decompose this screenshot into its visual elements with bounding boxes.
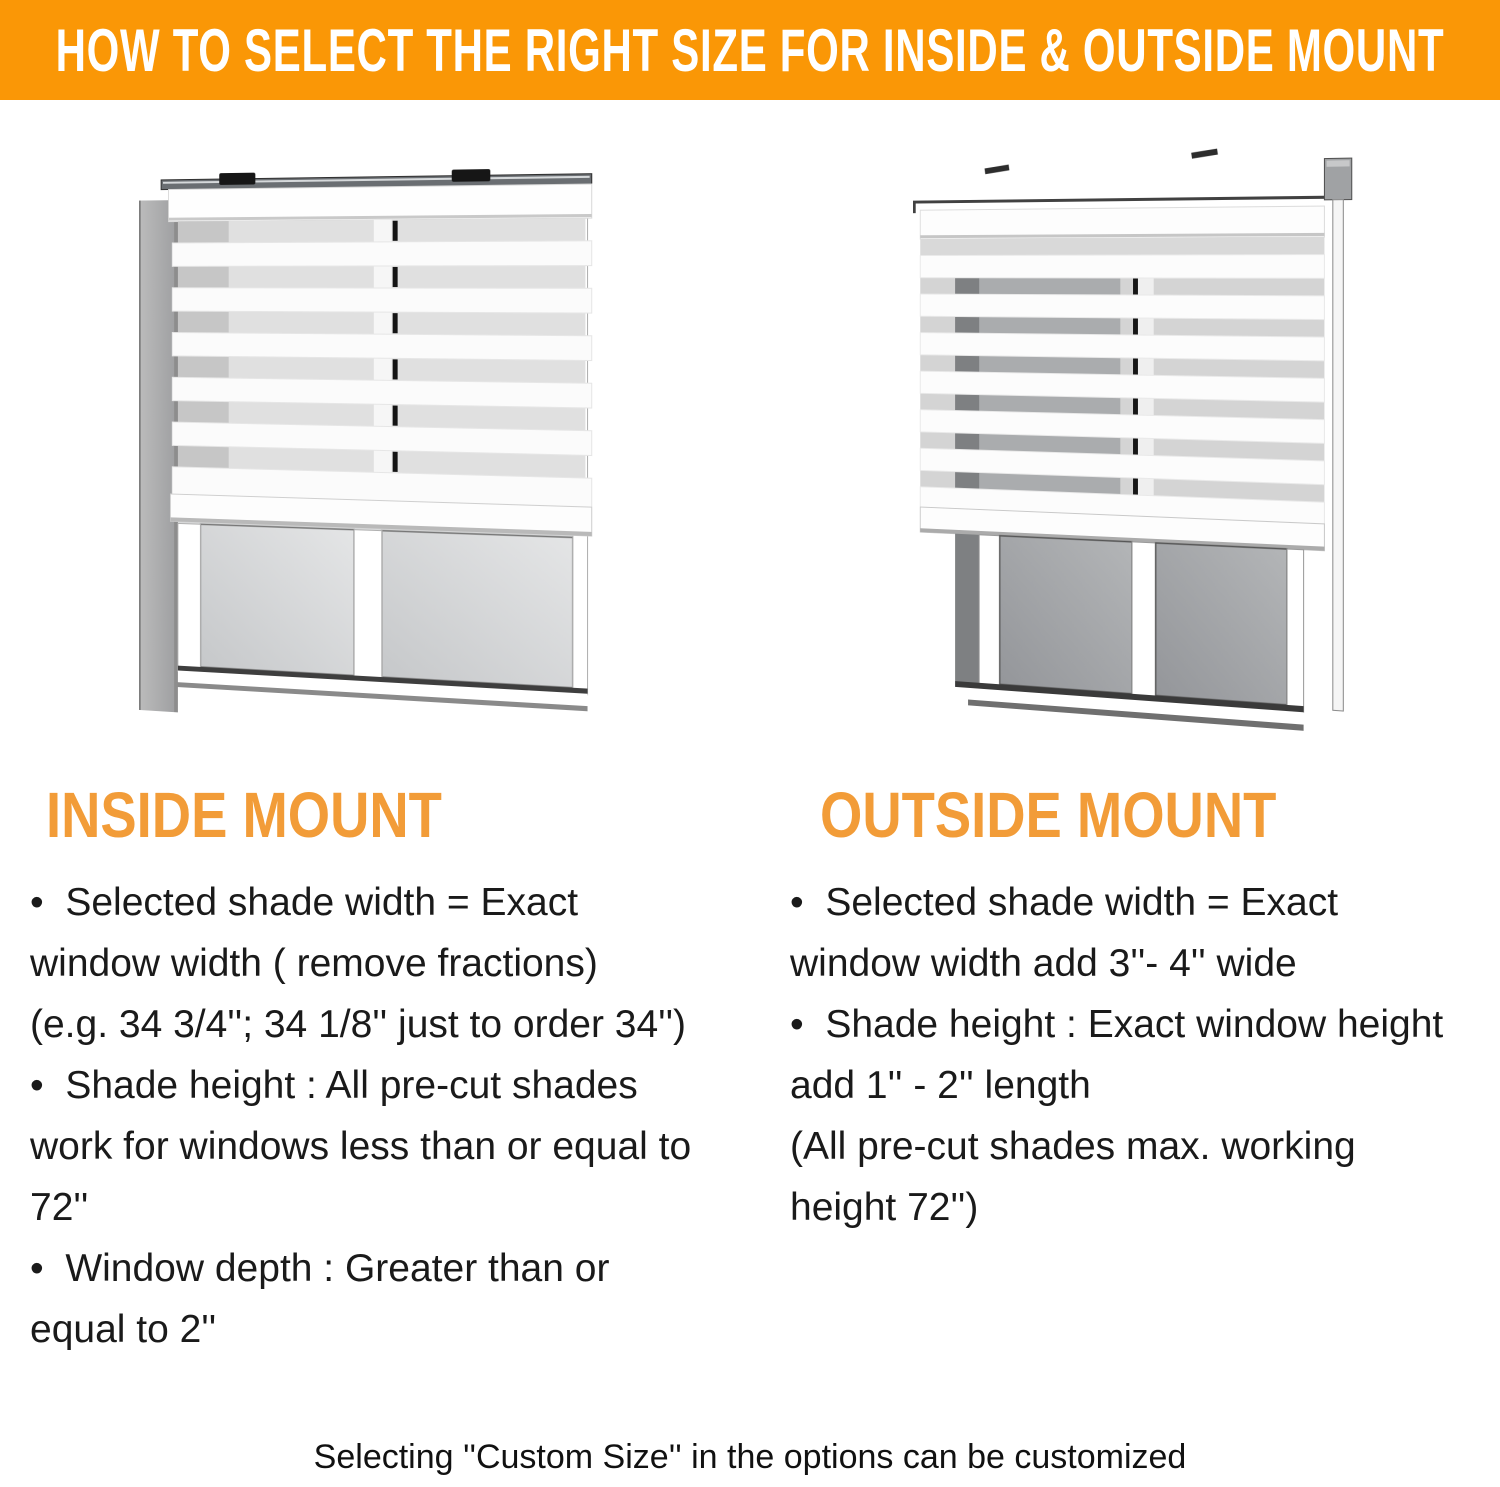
spec-line: • Window depth : Greater than or (30, 1247, 610, 1290)
header-banner (0, 0, 1500, 100)
spec-line: (All pre-cut shades max. working (790, 1125, 1356, 1168)
spec-line: add 1'' - 2'' length (790, 1064, 1091, 1107)
window-left-jamb (139, 200, 178, 712)
spec-line: window width add 3''- 4'' wide (790, 942, 1297, 985)
spec-line: • Shade height : All pre-cut shades (30, 1064, 638, 1107)
spec-line: window width ( remove fractions) (30, 942, 598, 985)
spec-line: • Shade height : Exact window height (790, 1003, 1444, 1046)
shade-cassette (920, 206, 1324, 239)
zebra-shade-stripes (920, 237, 1324, 524)
inside-mount-drawing (139, 158, 602, 758)
banner-title: HOW TO SELECT THE RIGHT SIZE FOR INSIDE & OUTSIDE MOUNT (55, 16, 1445, 84)
inside-mount-illustration (128, 162, 598, 747)
spec-line: work for windows less than or equal to (30, 1125, 692, 1168)
outside-mount-specs (790, 872, 1500, 1238)
outside-mount-heading: OUTSIDE MOUNT (820, 779, 1277, 851)
outside-mount-illustration (900, 148, 1370, 753)
outside-mount-drawing (913, 143, 1375, 767)
spec-line: height 72'') (790, 1186, 979, 1229)
spec-line: 72'' (30, 1186, 89, 1229)
shade-cassette (169, 184, 592, 222)
ceiling-marks (985, 149, 1218, 175)
spec-line: • Selected shade width = Exact (30, 881, 579, 924)
inside-mount-specs (30, 872, 770, 1360)
zebra-shade-stripes (172, 218, 591, 507)
spec-line: (e.g. 34 3/4''; 34 1/8'' just to order 34'') (30, 1003, 687, 1046)
footer-note: Selecting ''Custom Size'' in the options can be customized (313, 1438, 1187, 1476)
spec-line: equal to 2'' (30, 1308, 217, 1351)
inside-mount-heading: INSIDE MOUNT (46, 779, 442, 851)
spec-line: • Selected shade width = Exact (790, 881, 1339, 924)
window-lower-panes (955, 534, 1303, 731)
wall-corner-rail (1333, 200, 1344, 711)
wall-bracket (1324, 158, 1351, 200)
